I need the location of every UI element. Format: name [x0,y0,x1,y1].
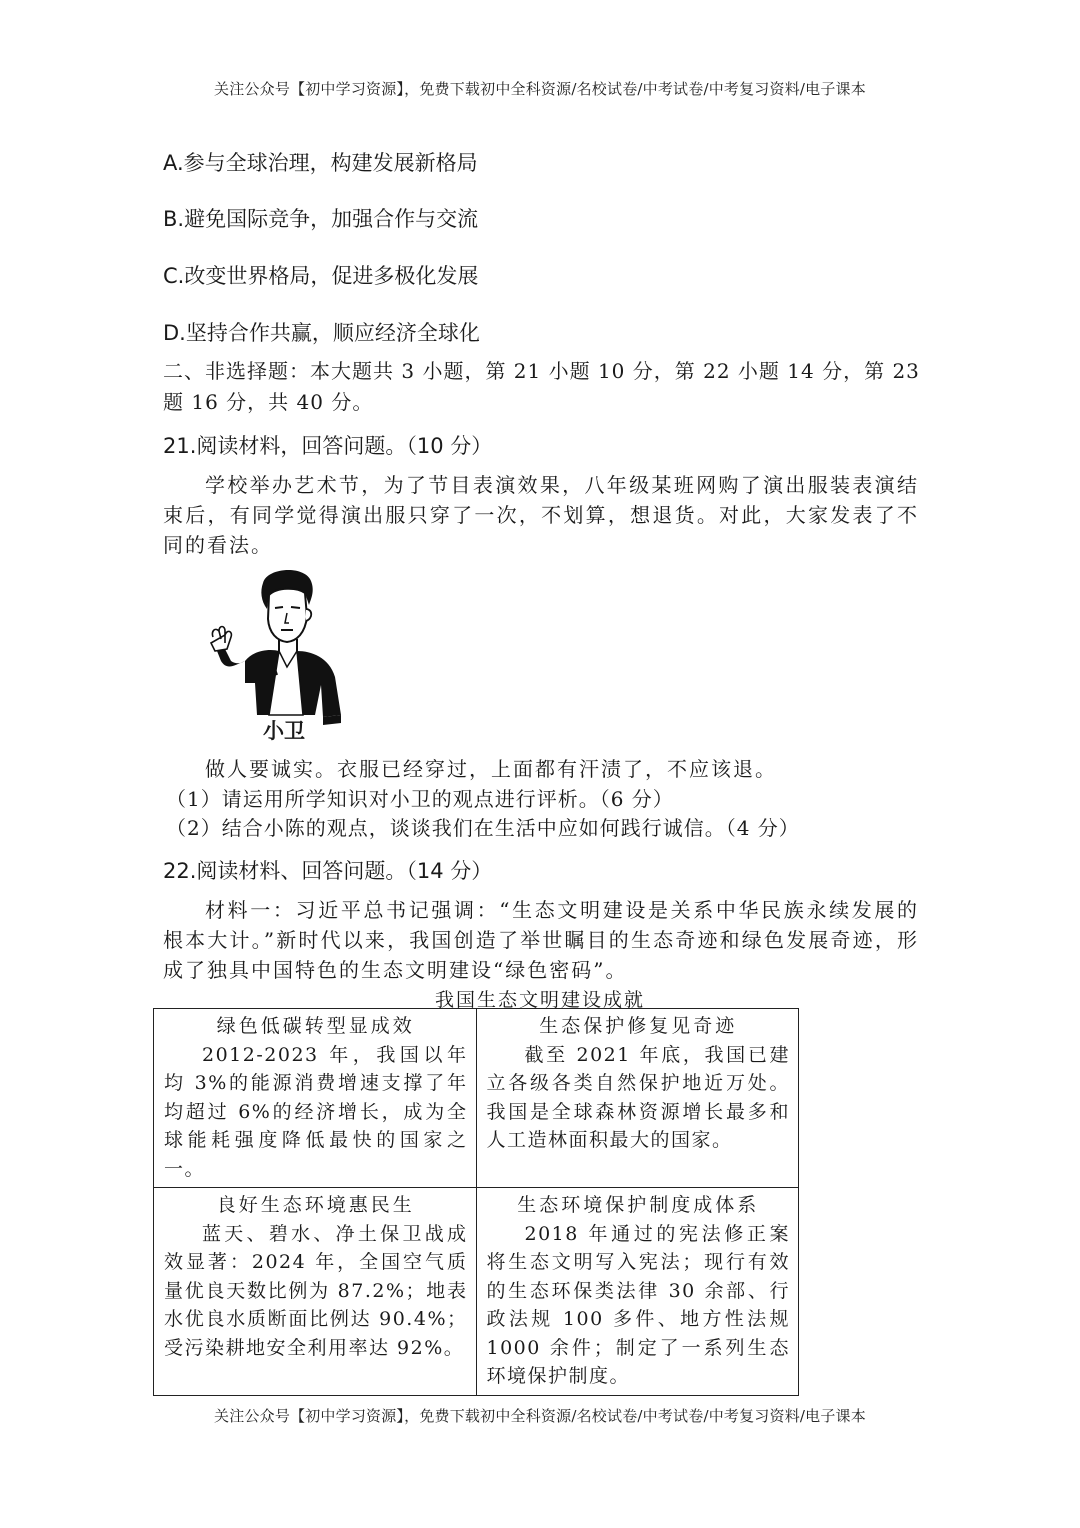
cell-body: 截至 2021 年底，我国已建立各级各类自然保护地近万处。我国是全球森林资源增长最多和人工造林面积最大的国家。 [486,1043,790,1151]
figure-name-label: 小卫 [263,719,305,743]
cell-body: 2018 年通过的宪法修正案将生态文明写入宪法；现行有效的生态环保类法律 30 余部、行政法规 100 多件、地方性法规 1000 余件；制定了一系列生态环境保护制度。 [486,1222,790,1387]
table-cell-environment-livelihood [154,1188,477,1396]
cell-body: 蓝天、碧水、净土保卫战成效显著：2024 年，全国空气质量优良天数比例为 87.2%；地表水优良水质断面比例达 90.4%；受污染耕地安全利用率达 92%。 [164,1222,468,1359]
page-header: 关注公众号【初中学习资源】，免费下载初中全科资源/名校试卷/中考试卷/中考复习资料/电子课本 [214,80,866,98]
cell-title: 绿色低碳转型显成效 [216,1015,415,1037]
table-cell-protection-system [476,1188,799,1396]
q22-title: 22.阅读材料、回答问题。（14 分） [163,859,493,883]
q22-material-1: 材料一：习近平总书记强调：“生态文明建设是关系中华民族永续发展的根本大计。”新时代以来，我国创造了举世瞩目的生态奇迹和绿色发展奇迹，形成了独具中国特色的生态文明建设“绿色密码”。 [163,898,919,982]
q21-sub-question-2: （2）结合小陈的观点，谈谈我们在生活中应如何践行诚信。（4 分） [166,816,800,840]
cell-body: 2012-2023 年，我国以年均 3%的能源消费增速支撑了年均超过 6%的经济增长，成为全球能耗强度降低最快的国家之一。 [164,1043,468,1180]
q21-title: 21.阅读材料，回答问题。（10 分） [163,434,493,458]
option-d: D.坚持合作共赢，顺应经济全球化 [163,321,480,345]
table-cell-green-transition [154,1009,477,1188]
table-row [154,1188,799,1396]
option-c: C.改变世界格局，促进多极化发展 [163,264,479,288]
achievements-table [153,1008,799,1396]
cell-title: 生态保护修复见奇迹 [539,1015,738,1037]
cell-title: 生态环境保护制度成体系 [517,1194,760,1216]
table-cell-ecological-restoration [476,1009,799,1188]
cell-title: 良好生态环境惠民生 [216,1194,415,1216]
q21-quote: 做人要诚实。衣服已经穿过，上面都有汗渍了，不应该退。 [205,757,777,781]
option-a: A.参与全球治理，构建发展新格局 [163,151,478,175]
q21-material: 学校举办艺术节，为了节目表演效果，八年级某班网购了演出服装表演结束后，有同学觉得演出服只穿了一次，不划算，想退货。对此，大家发表了不同的看法。 [163,473,919,557]
q21-sub-question-1: （1）请运用所学知识对小卫的观点进行评析。（6 分） [166,787,674,811]
student-illustration [205,565,350,755]
page-footer: 关注公众号【初中学习资源】，免费下载初中全科资源/名校试卷/中考试卷/中考复习资料/电子课本 [214,1407,866,1425]
table-caption: 我国生态文明建设成就 [434,989,645,1011]
section-two-heading: 二、非选择题：本大题共 3 小题，第 21 小题 10 分，第 22 小题 14 分，第 23 题 16 分，共 40 分。 [163,359,920,414]
table-row [154,1009,799,1188]
option-b: B.避免国际竞争，加强合作与交流 [163,207,479,231]
